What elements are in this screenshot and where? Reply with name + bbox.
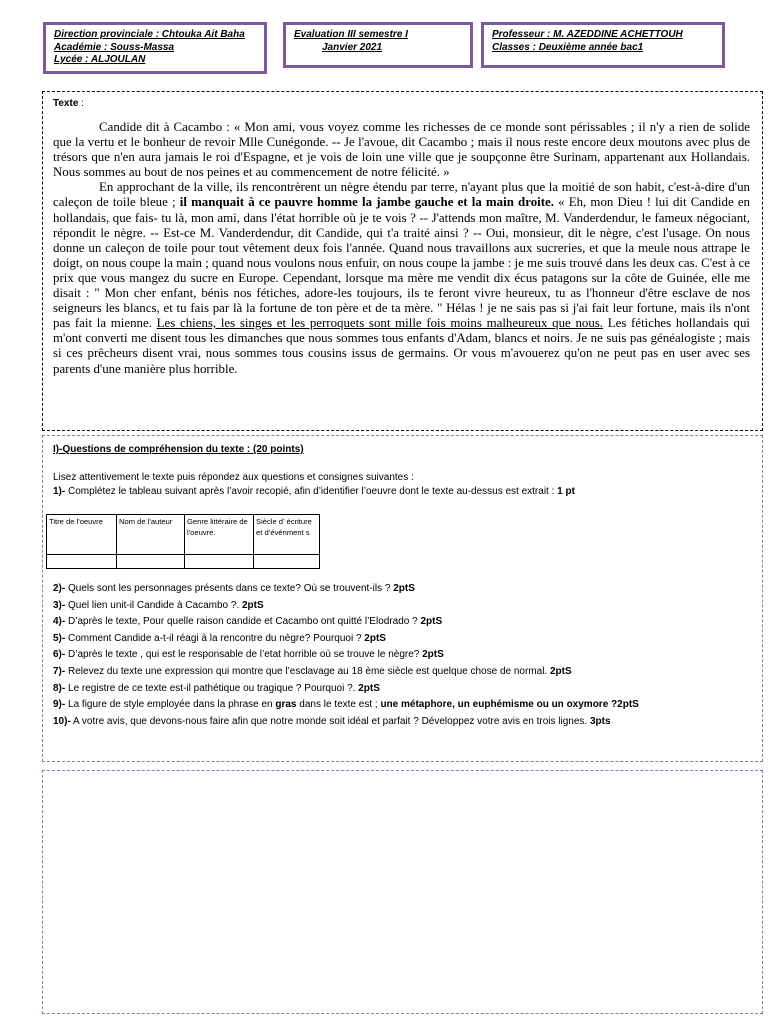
- questions-intro: Lisez attentivement le texte puis répondez aux questions et consignes suivantes :: [53, 472, 414, 483]
- table-cell: [117, 555, 185, 569]
- text-label: Texte :: [53, 98, 84, 109]
- question-7: 7)- Relevez du texte une expression qui montre que l’esclavage au 18 ème siècle est quelque chose de normal. 2ptS: [53, 665, 572, 677]
- question-6: 6)- D’après le texte , qui est le responsable de l’etat horrible où se trouve le nègre? 2ptS: [53, 649, 444, 661]
- text-passage: [53, 120, 750, 377]
- table-header-title: Titre de l'oeuvre: [47, 515, 117, 555]
- question-5: 5)- Comment Candide a-t-il réagi à la rencontre du nègre? Pourquoi ? 2ptS: [53, 632, 386, 644]
- questions-section: [42, 435, 763, 762]
- header-teacher-info: [481, 22, 725, 68]
- header-lycee: Lycée : ALJOULAN: [54, 54, 146, 65]
- questions-title: I)-Questions de compréhension du texte : (20 points): [53, 444, 304, 455]
- paragraph-2: En approchant de la ville, ils rencontrèrent un nègre étendu par terre, n'ayant plus que la moitié de son habit, c'est-à-dire d'un caleçon de toile bleue ; il manquait à ce pauvre homme la jambe gauche et la main droite. « Eh, mon Dieu ! lui dit Candide en hollandais, que fais- tu là, mon ami, dans l'état horrible où je te vois ? -- J'attends mon maître, M. Vanderdendur, le fameux négociant, répondit le nègre. -- Est-ce M. Vanderdendur, dit Candide, qui t'a traité ainsi ? -- Oui, monsieur, dit le nègre, c'est l'usage. On nous donne un caleçon de toile pour tout vêtement deux fois l'année. Quand nous travaillons aux sucreries, et que la meule nous attrape le doigt, on nous coupe la main ; quand nous voulons nous enfuir, on nous coupe la jambe : je me suis trouvé dans les deux cas. C'est à ce prix que vous mangez du sucre en Europe. Cependant, lorsque ma mère me vendit dix écus patagons sur la côte de Guinée, elle me disait : " Mon cher enfant, bénis nos fétiches, adore-les toujours, ils te feront vivre heureux, tu as l'honneur d'être esclave de nos seigneurs les blancs, et tu fais par là la fortune de ton père et de ta mère. " Hélas ! je ne sais pas si j'ai fait leur fortune, mais ils n'ont pas fait la mienne. Les chiens, les singes et les perroquets sont mille fois moins malheureux que nous. Les fétiches hollandais qui m'ont converti me disent tous les dimanches que nous sommes tous enfants d'Adam, blancs et noirs. Je ne suis pas généalogiste ; mais si ces prêcheurs disent vrai, nous sommes tous cousins issus de germains. Or vous m'avouerez qu'on ne peut pas en user avec ses parents d'une manière plus horrible.: [53, 180, 751, 376]
- table-cell: [185, 555, 254, 569]
- table-header-genre: Genre littéraire de l'oeuvre.: [185, 515, 254, 555]
- underlined-sentence: Les chiens, les singes et les perroquets sont mille fois moins malheureux que nous.: [156, 316, 604, 331]
- header-direction: Direction provinciale : Chtouka Ait Baha: [54, 29, 245, 40]
- question-10: 10)- A votre avis, que devons-nous faire afin que notre monde soit idéal et parfait ? Développez votre avis en trois lignes. 3pts: [53, 715, 611, 727]
- header-evaluation: Evaluation III semestre I: [294, 29, 408, 40]
- header-academie: Académie : Souss-Massa: [54, 41, 175, 53]
- table-cell: [254, 555, 320, 569]
- question-8: 8)- Le registre de ce texte est-il pathétique ou tragique ? Pourquoi ?. 2ptS: [53, 682, 380, 694]
- question-9: 9)- La figure de style employée dans la phrase en gras dans le texte est ; une métaphore, un euphémisme ou un oxymore ?2ptS: [53, 699, 639, 711]
- header-date: Janvier 2021: [322, 41, 383, 53]
- question-1: 1)- Complétez le tableau suivant après l’avoir recopié, afin d’identifier l’oeuvre dont le texte au-dessus est extrait : 1 pt: [53, 486, 575, 497]
- header-evaluation-info: [283, 22, 473, 68]
- bold-sentence: il manquait à ce pauvre homme la jambe gauche et la main droite.: [179, 195, 554, 210]
- question-4: 4)- D’après le texte, Pour quelle raison candide et Cacambo ont quitté l’Elodrado ? 2ptS: [53, 616, 443, 628]
- header-professeur: Professeur : M. AZEDDINE ACHETTOUH: [492, 29, 683, 40]
- table-cell: [47, 555, 117, 569]
- text-section: [42, 91, 763, 431]
- table-header-century: Siècle d’ écriture et d’événment s: [254, 515, 320, 555]
- header-school-info: [43, 22, 267, 74]
- question-list: [53, 581, 639, 730]
- question-3: 3)- Quel lien unit-il Candide à Cacambo ?. 2ptS: [53, 599, 264, 611]
- question-2: 2)- Quels sont les personnages présents dans ce texte? Où se trouvent-ils ? 2ptS: [53, 583, 415, 594]
- table-header-author: Nom de l'auteur: [117, 515, 185, 555]
- identification-table: [46, 514, 320, 569]
- paragraph-1: Candide dit à Cacambo : « Mon ami, vous voyez comme les richesses de ce monde sont périssables ; il n'y a rien de solide que la vertu et le bonheur de revoir Mlle Cunégonde. -- Je l'avoue, dit Cacambo ; mais il nous reste encore deux moutons avec plus de trésors que n'en aura jamais le roi d'Espagne, et je vois de loin une ville que je soupçonne être Surinam, appartenant aux Hollandais. Nous sommes au bout de nos peines et au commencement de notre félicité. »: [53, 120, 750, 180]
- answer-area: [42, 770, 763, 1014]
- header-classes: Classes : Deuxième année bac1: [492, 41, 644, 53]
